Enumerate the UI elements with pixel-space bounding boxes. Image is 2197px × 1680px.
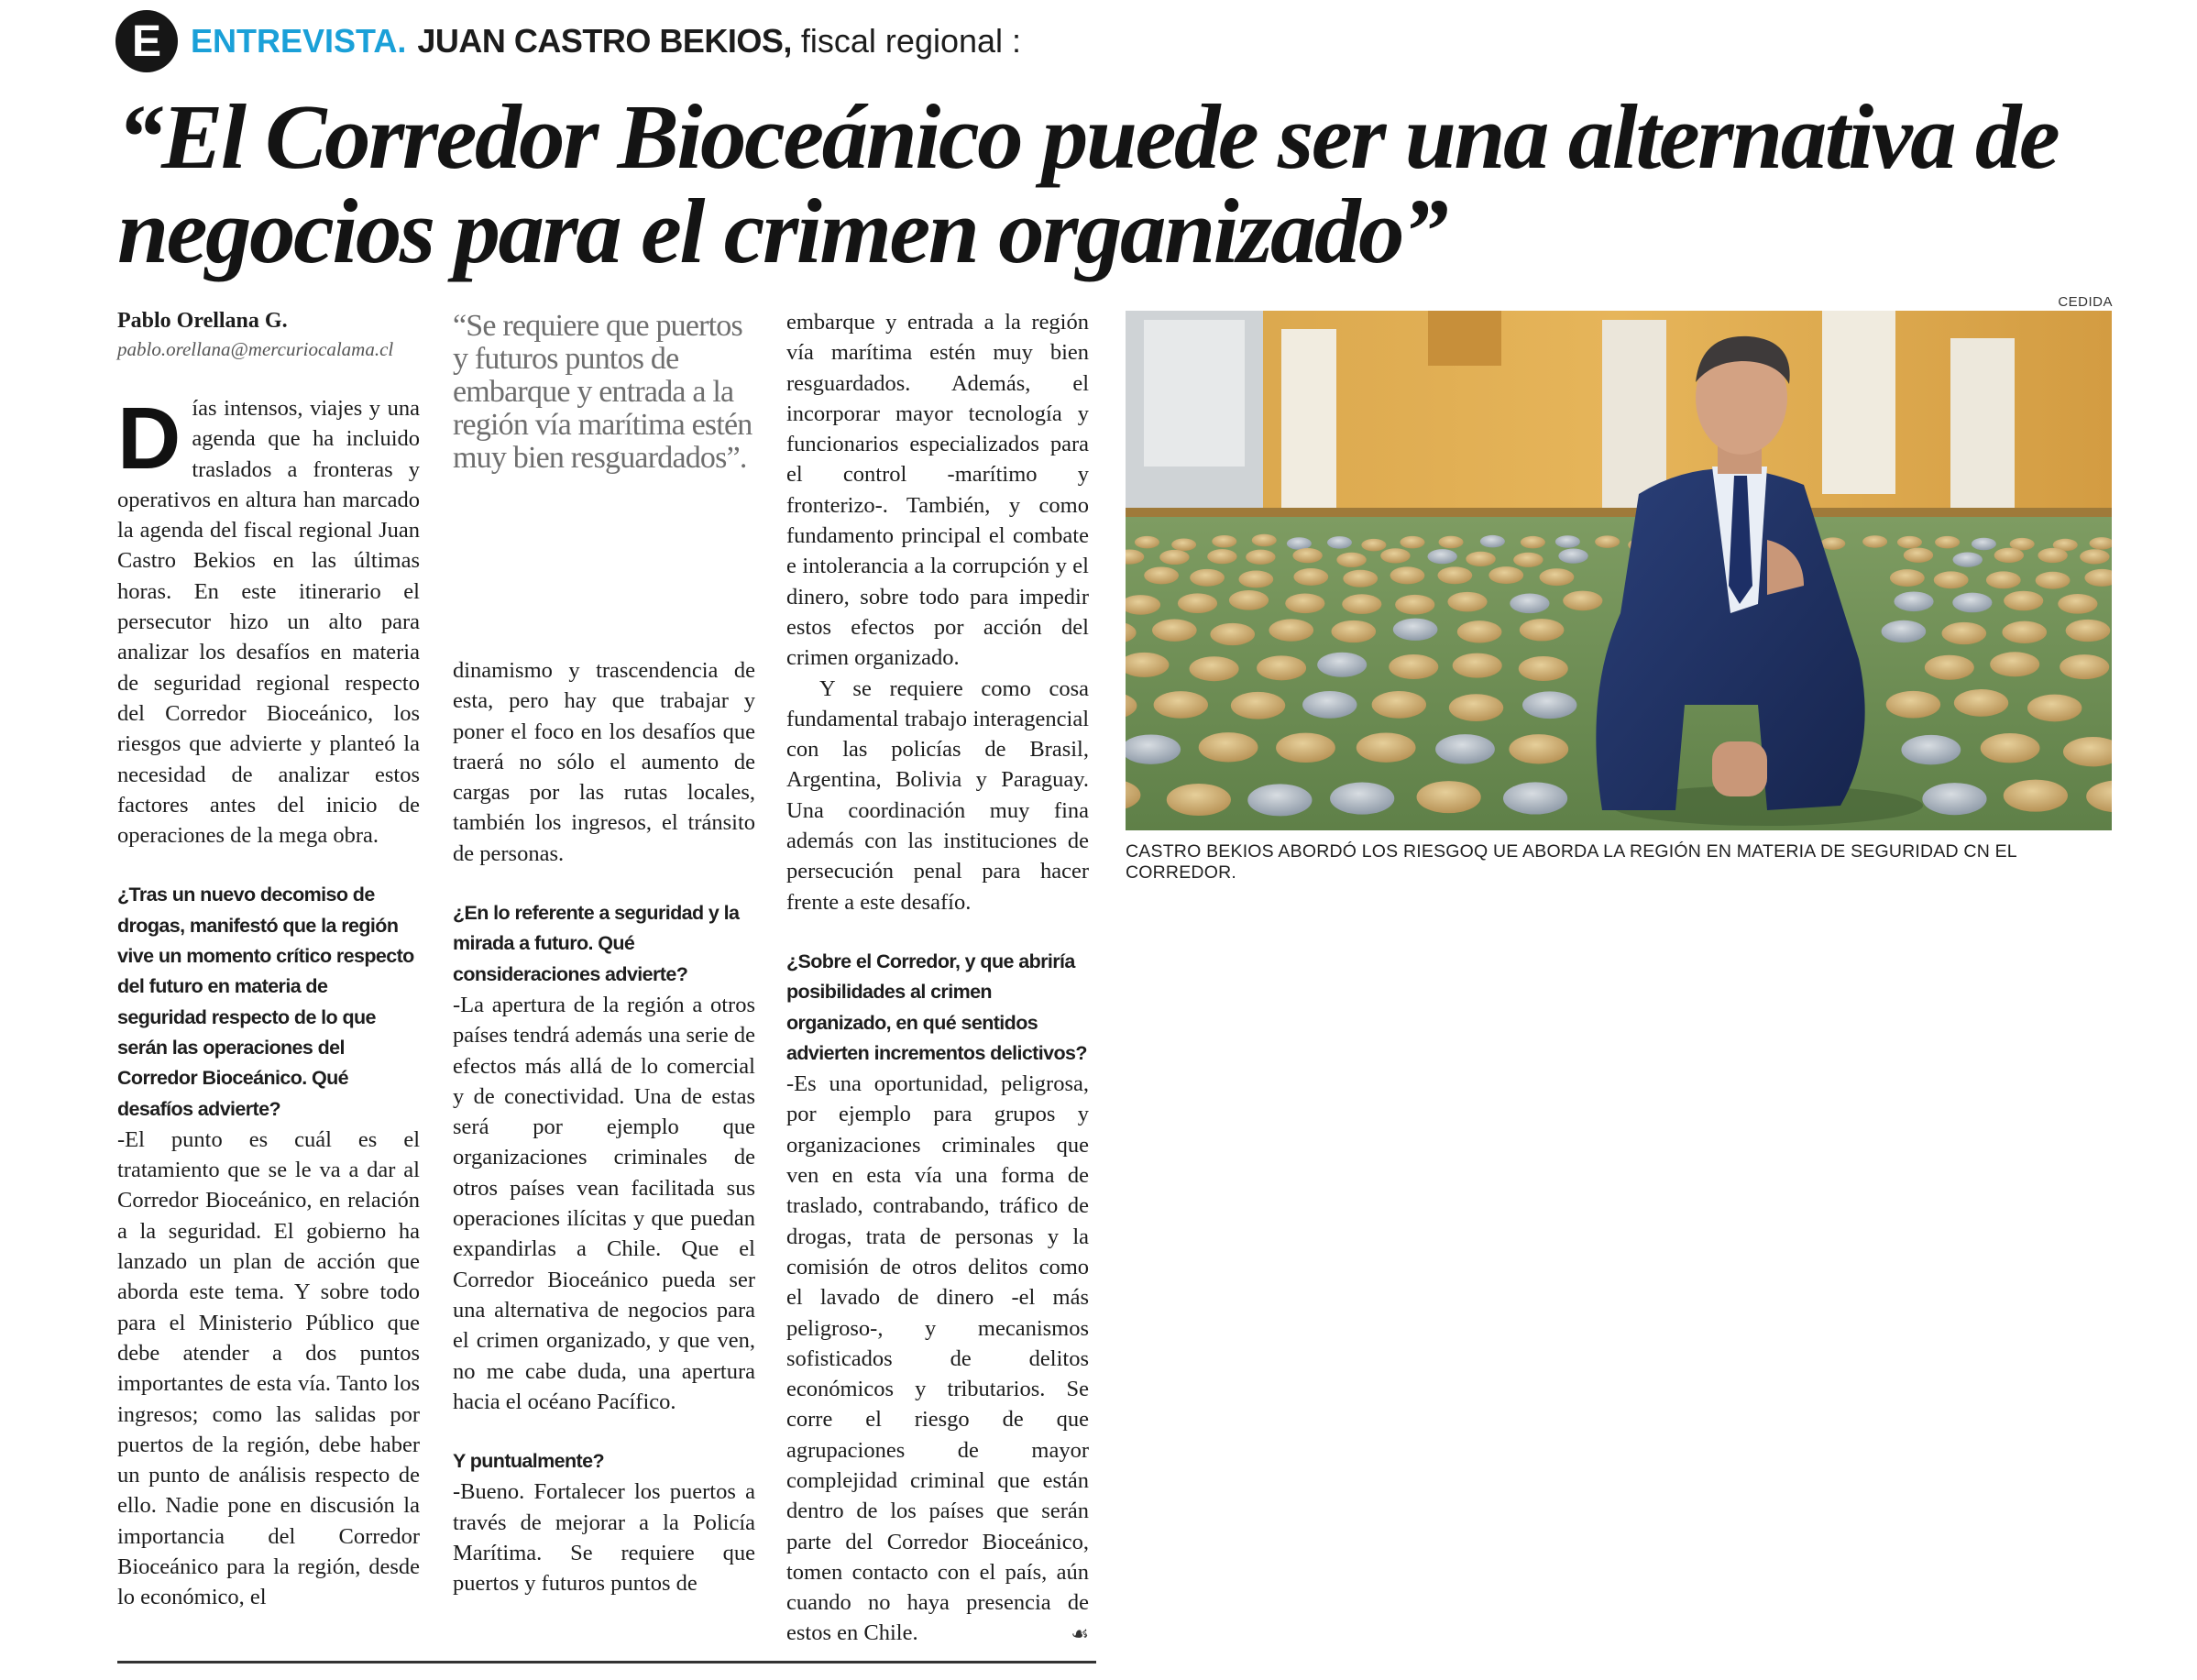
answer-1: -El punto es cuál es el tratamiento que se le va a dar al Corredor Bioceánico, en relación a la seguridad. El gobierno ha lanzado un plan de acción que aborda este tema. Y sobre todo para el Ministerio Público que debe atender a dos puntos importantes de esta vía. Tanto los ingresos; como las salidas por puertos de la región, debe haber un punto de análisis respecto de ello. Nadie pone en discusión la importancia del Corredor Bioceánico para la región, desde lo económico, el: [117, 1126, 420, 1610]
bottom-rule: [117, 1661, 1096, 1664]
interviewee-name: JUAN CASTRO BEKIOS,: [417, 22, 792, 60]
article-column-3: [786, 307, 1089, 1651]
photo-caption: CASTRO BEKIOS ABORDÓ LOS RIESGOQ UE ABORDA LA REGIÓN EN MATERIA DE SEGURIDAD CN EL CORREDOR.: [1126, 841, 2017, 883]
article-column-1: [117, 307, 420, 1613]
article-column-2: [453, 655, 755, 1599]
byline-email: pablo.orellana@mercuriocalama.cl: [117, 338, 394, 360]
question-2: ¿En lo referente a seguridad y la mirada a futuro. Qué consideraciones advierte?: [453, 902, 740, 985]
article-photo: [1126, 311, 2112, 830]
lead-paragraph: [117, 390, 420, 851]
interviewee-role: fiscal regional :: [800, 22, 1022, 60]
answer-1-continued: dinamismo y trascendencia de esta, pero hay que trabajar y poner el foco en los desafíos que traerá no sólo el aumento de cargas por las rutas locales, también los ingresos, el tránsito de personas.: [453, 658, 755, 866]
question-4: ¿Sobre el Corredor, y que abriría posibilidades al crimen organizado, en qué sentidos advierten incrementos delictivos?: [786, 950, 1087, 1064]
question-3: Y puntualmente?: [453, 1450, 605, 1473]
photo-illustration: [1126, 311, 2112, 830]
section-badge: E: [115, 10, 178, 72]
byline-author: Pablo Orellana G.: [117, 309, 288, 333]
answer-4-text: -Es una oportunidad, peligrosa, por ejemplo para grupos y organizaciones criminales que ven en esta vía una forma de traslado, contrabando, tráfico de drogas, trata de personas y la comisión de otros delitos como el lavado de dinero -el más peligroso-, y mecanismos sofisticados de delitos económicos y tributarios. Se corre el riesgo de que agrupaciones de mayor complejidad criminal que están dentro de los países que serán parte del Corredor Bioceánico, tomen contacto con el país, aún cuando no haya presencia de estos en Chile.: [786, 1071, 1089, 1646]
pull-quote: “Se requiere que puertos y futuros puntos de embarque y entrada a la región vía marítima estén muy bien resguardados”.: [453, 309, 752, 475]
answer-3: -Bueno. Fortalecer los puertos a través de mejorar a la Policía Marítima. Se requiere que puertos y futuros puntos de: [453, 1479, 755, 1597]
drop-cap: D: [117, 390, 181, 488]
question-1: ¿Tras un nuevo decomiso de drogas, manifestó que la región vive un momento crítico respecto del futuro en materia de seguridad respecto de lo que serán las operaciones del Corredor Bioceánico. Qué desafíos advierte?: [117, 884, 414, 1120]
answer-2: -La apertura de la región a otros países tendrá además una serie de efectos más allá de lo comercial y de conectividad. Una de estas será por ejemplo que organizaciones criminales de otros países vean facilitada sus operaciones ilícitas y que puedan expandirlas a Chile. Que el Corredor Bioceánico pueda ser una alternativa de negocios para el crimen organizado, y que ven, no me cabe duda, una apertura hacia el océano Pacífico.: [453, 992, 755, 1414]
section-label: ENTREVISTA.: [191, 22, 407, 60]
answer-3-paragraph-2: Y se requiere como cosa fundamental trabajo interagencial con las policías de Brasil, Argentina, Bolivia y Paraguay. Una coordinación muy fina además con las instituciones de persecución penal para hacer frente a este desafío.: [786, 675, 1089, 915]
kicker: [115, 9, 1021, 73]
headline: “El Corredor Bioceánico puede ser una alternativa de negocios para el crimen organizado”: [117, 85, 2059, 282]
end-mark-icon: ☙: [1071, 1623, 1089, 1647]
answer-4: [786, 1069, 1089, 1649]
photo-credit: CEDIDA: [2058, 294, 2113, 310]
answer-3-continued: embarque y entrada a la región vía marítima estén muy bien resguardados. Además, el incorporar mayor tecnología y funcionarios especializados para el control -marítimo y fronterizo-. También, y como fundamento principal el combate e intolerancia a la corrupción y el dinero, sobre todo para impedir estos efectos por acción del crimen organizado.: [786, 310, 1089, 671]
lead-text: ías intensos, viajes y una agenda que ha incluido traslados a fronteras y operativos en altura han marcado la agenda del fiscal regional Juan Castro Bekios en las últimas horas. En este itinerario el persecutor hizo un alto para analizar los desafíos en materia de seguridad regional respecto del Corredor Bioceánico, los riesgos que advierte y planteó la necesidad de analizar estos factores antes del inicio de operaciones de la mega obra.: [117, 396, 420, 849]
